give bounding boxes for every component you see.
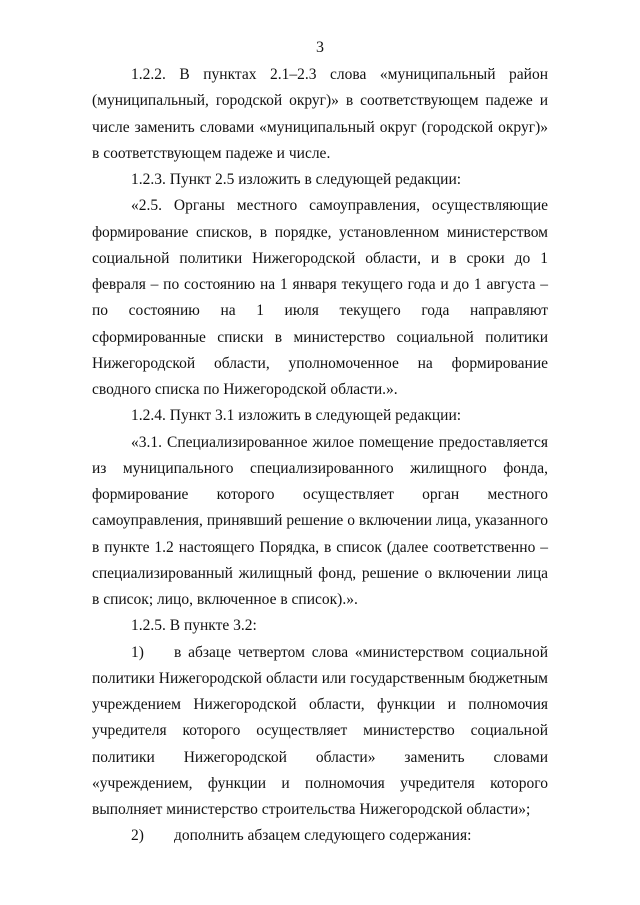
- list-item-1: [92, 640, 548, 824]
- page-number: 3: [316, 39, 324, 56]
- list-item-2-number: 2): [131, 827, 144, 845]
- document-body: [92, 62, 548, 850]
- list-item-2: [92, 823, 548, 849]
- paragraph-1-2-2: 1.2.2. В пунктах 2.1–2.3 слова «муниципальный район (муниципальный, городской округ)» в соответствующем падеже и числе заменить словами «муниципальный округ (городской округ)» в соответствующем падеже и числе.: [92, 66, 548, 162]
- list-item-2-text: дополнить абзацем следующего содержания:: [174, 827, 472, 845]
- list-item-1-text: в абзаце четвертом слова «министерством социальной политики Нижегородской области или государственным бюджетным учреждением Нижегородской области, функции и полномочия учредителя которого осуществляет министерство социальной политики Нижегородской области» заменить словами «учреждением, функции и полномочия учредителя которого выполняет министерство строительства Нижегородской области»;: [92, 643, 548, 818]
- paragraph-quote-3-1: «3.1. Специализированное жилое помещение предоставляется из муниципального специализированного жилищного фонда, формирование которого осуществляет орган местного самоуправления, принявший решение о включении лица, указанного в пункте 1.2 настоящего Порядка, в список (далее соответственно – специализированный жилищный фонд, решение о включении лица в список; лицо, включенное в список).».: [92, 433, 548, 608]
- paragraph-1-2-4: 1.2.4. Пункт 3.1 изложить в следующей редакции:: [131, 407, 462, 425]
- list-item-1-number: 1): [131, 643, 144, 661]
- paragraph-1-2-3: 1.2.3. Пункт 2.5 изложить в следующей редакции:: [131, 171, 462, 188]
- paragraph-1-2-5: 1.2.5. В пункте 3.2:: [131, 617, 257, 635]
- paragraph-quote-2-5: «2.5. Органы местного самоуправления, осуществляющие формирование списков, в порядке, установленном министерством социальной политики Нижегородской области, и в сроки до 1 февраля – по состоянию на 1 января текущего года и до 1 августа – по состоянию на 1 июля текущего года направляют сформированные списки в министерство социальной политики Нижегородской области, уполномоченное на формирование сводного списка по Нижегородской области.».: [92, 197, 548, 398]
